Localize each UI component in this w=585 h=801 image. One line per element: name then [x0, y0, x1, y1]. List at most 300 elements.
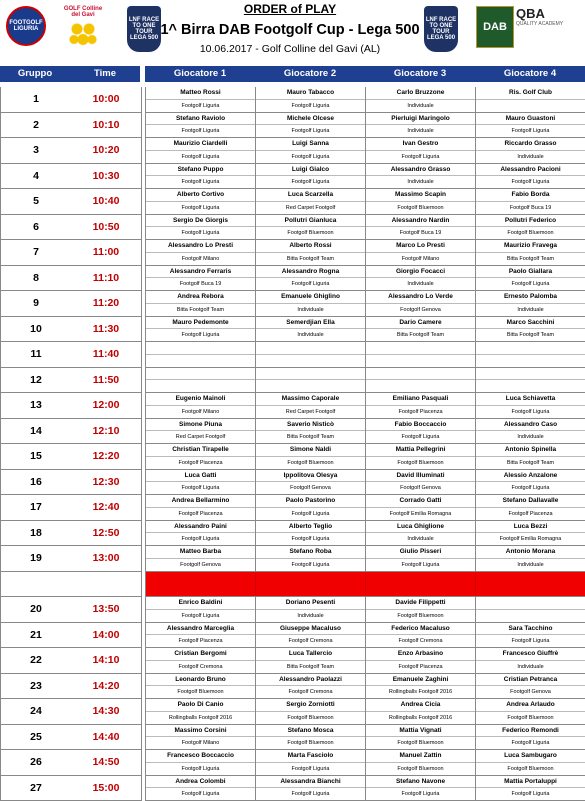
players-row	[146, 393, 585, 419]
player-cell	[366, 470, 476, 495]
player-name: Alessandro Pacioni	[476, 164, 585, 177]
group-number: 23	[1, 674, 71, 699]
player-club: Footgolf Liguria	[256, 788, 365, 800]
player-cell	[146, 470, 256, 495]
player-name: Maurizio Ciardelli	[146, 138, 255, 151]
player-club: Rollingballs Footgolf 2016	[366, 686, 475, 698]
player-name: Alberto Teglio	[256, 521, 365, 534]
lnf-logo-left: LNF RACE TO ONE TOUR LEGA 500	[127, 6, 161, 52]
player-cell	[476, 546, 585, 571]
player-cell	[366, 189, 476, 214]
players-row	[146, 597, 585, 623]
player-name: Dario Camere	[366, 317, 475, 330]
player-cell	[256, 164, 366, 189]
player-name: Sergio Zorniotti	[256, 699, 365, 712]
players-row	[146, 623, 585, 649]
group-number: 20	[1, 597, 71, 622]
player-name: Stefano Raviolo	[146, 113, 255, 126]
tee-time: 13:00	[71, 546, 141, 571]
player-name: Luca Gatti	[146, 470, 255, 483]
group-row	[1, 419, 141, 445]
group-number: 1	[1, 87, 71, 112]
order-of-play-title: ORDER of PLAY	[160, 2, 420, 16]
player-club	[476, 355, 585, 367]
player-name	[256, 572, 365, 584]
group-number: 19	[1, 546, 71, 571]
player-cell	[476, 189, 585, 214]
group-row	[1, 495, 141, 521]
player-name: Alessandro Caso	[476, 419, 585, 432]
player-cell	[476, 648, 585, 673]
player-cell	[146, 393, 256, 418]
players-row	[146, 342, 585, 368]
player-cell	[256, 648, 366, 673]
player-club: Footgolf Bluemoon	[476, 712, 585, 724]
player-cell	[256, 266, 366, 291]
player-cell	[146, 291, 256, 316]
right-table-header	[145, 66, 585, 82]
players-row	[146, 419, 585, 445]
player-cell	[256, 444, 366, 469]
player-club	[366, 380, 475, 392]
player-club	[366, 355, 475, 367]
player-club: Footgolf Liguria	[256, 508, 365, 520]
players-table	[145, 87, 585, 801]
group-number: 15	[1, 444, 71, 469]
tee-time: 11:20	[71, 291, 141, 316]
player-cell	[146, 546, 256, 571]
footgolf-liguria-logo: FOOTGOLF LIGURIA	[6, 6, 46, 46]
player-cell	[146, 113, 256, 138]
group-number: 7	[1, 240, 71, 265]
group-row	[1, 623, 141, 649]
player-club: Footgolf Bluemoon	[256, 457, 365, 469]
player-cell	[366, 113, 476, 138]
player-club: Footgolf Cremona	[366, 635, 475, 647]
date-venue: 10.06.2017 - Golf Colline del Gavi (AL)	[160, 43, 420, 55]
player-name: Stefano Dallavalle	[476, 495, 585, 508]
player-cell	[256, 750, 366, 775]
group-row	[1, 699, 141, 725]
player-name: Simone Naldi	[256, 444, 365, 457]
player-cell	[366, 597, 476, 622]
player-cell	[476, 368, 585, 393]
player-cell	[146, 597, 256, 622]
player-name: Paolo Pastorino	[256, 495, 365, 508]
player-name: David Illuminati	[366, 470, 475, 483]
player-club: Footgolf Liguria	[146, 176, 255, 188]
player-cell	[146, 368, 256, 393]
players-row	[146, 521, 585, 547]
player-cell	[366, 674, 476, 699]
player-cell	[366, 138, 476, 163]
player-cell	[146, 240, 256, 265]
player-cell	[146, 444, 256, 469]
player-cell	[476, 419, 585, 444]
player-name: Pierluigi Maringolo	[366, 113, 475, 126]
group-row	[1, 572, 141, 598]
player-cell	[146, 776, 256, 801]
golf-logo-label: GOLF Colline del Gavi	[62, 6, 104, 18]
player-club: Footgolf Liguria	[366, 788, 475, 800]
player-cell	[366, 368, 476, 393]
player-club: Footgolf Bluemoon	[366, 610, 475, 622]
player-name: Pollutri Gianluca	[256, 215, 365, 228]
player-name: Luca Bezzi	[476, 521, 585, 534]
player-name: Andrea Colombi	[146, 776, 255, 789]
player-name	[476, 597, 585, 610]
player-club	[256, 584, 365, 596]
tee-time: 12:50	[71, 521, 141, 546]
player-name: Davide Filippetti	[366, 597, 475, 610]
player-name: Riccardo Grasso	[476, 138, 585, 151]
player-cell	[476, 521, 585, 546]
player-name: Francesco Giuffrè	[476, 648, 585, 661]
player-club: Footgolf Liguria	[476, 788, 585, 800]
player-name	[366, 572, 475, 584]
tee-time: 11:30	[71, 317, 141, 342]
player-club: Individuale	[476, 431, 585, 443]
player-club: Footgolf Bluemoon	[366, 202, 475, 214]
player-name: Sara Tacchino	[476, 623, 585, 636]
player-club: Footgolf Cremona	[256, 635, 365, 647]
grapes-icon	[68, 20, 98, 50]
player-name: Michele Olcese	[256, 113, 365, 126]
player-club: Individuale	[366, 100, 475, 112]
player-cell	[256, 699, 366, 724]
cup-title: 1^ Birra DAB Footgolf Cup - Lega 500	[160, 22, 420, 38]
player-name: Marta Fasciolo	[256, 750, 365, 763]
group-number: 11	[1, 342, 71, 367]
player-cell	[146, 623, 256, 648]
players-row	[146, 368, 585, 394]
player-club: Bitta Footgolf Team	[476, 253, 585, 265]
player-name: Giorgio Focacci	[366, 266, 475, 279]
player-cell	[476, 87, 585, 112]
group-row	[1, 470, 141, 496]
player-cell	[476, 776, 585, 801]
col-giocatore-1: Giocatore 1	[145, 66, 255, 82]
player-cell	[476, 342, 585, 367]
tee-time: 15:00	[71, 776, 141, 801]
player-club	[476, 584, 585, 596]
player-cell	[146, 266, 256, 291]
player-club: Bitta Footgolf Team	[476, 329, 585, 341]
group-number: 27	[1, 776, 71, 801]
player-name: Marco Lo Presti	[366, 240, 475, 253]
players-row	[146, 113, 585, 139]
player-name: Manuel Zattin	[366, 750, 475, 763]
tee-time: 12:10	[71, 419, 141, 444]
player-cell	[256, 572, 366, 597]
dab-logo: DAB	[476, 6, 514, 48]
player-cell	[366, 572, 476, 597]
player-cell	[256, 368, 366, 393]
tee-time: 14:40	[71, 725, 141, 750]
player-name: Antonio Morana	[476, 546, 585, 559]
player-name: Fabio Boccaccio	[366, 419, 475, 432]
player-name: Stefano Mosca	[256, 725, 365, 738]
players-row	[146, 266, 585, 292]
player-club	[256, 355, 365, 367]
player-club: Footgolf Bluemoon	[256, 227, 365, 239]
group-row	[1, 317, 141, 343]
title-block	[160, 2, 420, 55]
group-row	[1, 342, 141, 368]
player-name: Andrea Cicia	[366, 699, 475, 712]
player-cell	[366, 266, 476, 291]
group-row	[1, 164, 141, 190]
player-club: Footgolf Emilia Romagna	[476, 533, 585, 545]
player-cell	[146, 164, 256, 189]
player-club: Footgolf Bluemoon	[146, 686, 255, 698]
player-club	[366, 584, 475, 596]
players-row	[146, 495, 585, 521]
col-giocatore-2: Giocatore 2	[255, 66, 365, 82]
player-cell	[146, 215, 256, 240]
player-club: Footgolf Liguria	[256, 176, 365, 188]
player-name: Paolo Di Canio	[146, 699, 255, 712]
player-cell	[476, 623, 585, 648]
player-cell	[366, 750, 476, 775]
player-name: Eugenio Mainoli	[146, 393, 255, 406]
group-row	[1, 725, 141, 751]
player-cell	[476, 597, 585, 622]
players-row	[146, 699, 585, 725]
player-club: Bitta Footgolf Team	[366, 329, 475, 341]
player-name: Simone Piuna	[146, 419, 255, 432]
players-row	[146, 189, 585, 215]
player-name: Luca Ghiglione	[366, 521, 475, 534]
player-cell	[256, 342, 366, 367]
player-club: Footgolf Genova	[476, 686, 585, 698]
player-cell	[366, 87, 476, 112]
group-row	[1, 113, 141, 139]
group-row	[1, 648, 141, 674]
players-row	[146, 648, 585, 674]
player-cell	[476, 699, 585, 724]
player-name	[366, 368, 475, 381]
group-row	[1, 546, 141, 572]
player-club: Footgolf Liguria	[256, 533, 365, 545]
player-name	[256, 342, 365, 355]
player-name: Mattia Pellegrini	[366, 444, 475, 457]
player-name: Alessandro Rogna	[256, 266, 365, 279]
player-club: Footgolf Bluemoon	[256, 737, 365, 749]
player-cell	[256, 317, 366, 342]
players-row	[146, 164, 585, 190]
group-row	[1, 674, 141, 700]
player-club: Footgolf Bluemoon	[366, 737, 475, 749]
group-number: 10	[1, 317, 71, 342]
player-name: Semerdjian Ella	[256, 317, 365, 330]
player-club: Footgolf Liguria	[146, 329, 255, 341]
player-club: Footgolf Liguria	[146, 788, 255, 800]
player-cell	[146, 317, 256, 342]
player-cell	[256, 189, 366, 214]
player-name: Saverio Nisticò	[256, 419, 365, 432]
player-club: Footgolf Buca 19	[146, 278, 255, 290]
player-cell	[146, 342, 256, 367]
player-name	[146, 572, 255, 584]
player-club: Footgolf Liguria	[256, 763, 365, 775]
group-number: 17	[1, 495, 71, 520]
player-club: Footgolf Bluemoon	[476, 227, 585, 239]
group-time-table	[0, 87, 142, 801]
player-cell	[256, 393, 366, 418]
player-cell	[256, 419, 366, 444]
player-name: Enrico Baldini	[146, 597, 255, 610]
player-cell	[366, 725, 476, 750]
player-name: Ernesto Palomba	[476, 291, 585, 304]
player-cell	[476, 317, 585, 342]
player-club: Individuale	[476, 559, 585, 571]
player-name: Mauro Pedemonte	[146, 317, 255, 330]
player-name: Ivan Gestro	[366, 138, 475, 151]
player-name: Matteo Barba	[146, 546, 255, 559]
player-club: Individuale	[256, 329, 365, 341]
player-name: Alessandro Lo Presti	[146, 240, 255, 253]
player-cell	[476, 495, 585, 520]
player-name: Antonio Spinella	[476, 444, 585, 457]
player-name	[476, 342, 585, 355]
player-club: Footgolf Piacenza	[366, 661, 475, 673]
player-club: Rollingballs Footgolf 2016	[366, 712, 475, 724]
player-cell	[146, 750, 256, 775]
player-club: Footgolf Liguria	[146, 202, 255, 214]
player-name: Andrea Bellarmino	[146, 495, 255, 508]
player-club: Footgolf Liguria	[256, 559, 365, 571]
player-club: Footgolf Liguria	[256, 125, 365, 137]
player-cell	[476, 725, 585, 750]
player-cell	[146, 572, 256, 597]
player-cell	[146, 419, 256, 444]
player-cell	[256, 240, 366, 265]
player-club: Bitta Footgolf Team	[146, 304, 255, 316]
group-number: 16	[1, 470, 71, 495]
player-name: Mauro Tabacco	[256, 87, 365, 100]
player-club: Footgolf Liguria	[476, 737, 585, 749]
player-club: Footgolf Genova	[366, 304, 475, 316]
player-cell	[366, 164, 476, 189]
lunch-break-row	[146, 572, 585, 598]
tee-time: 14:50	[71, 750, 141, 775]
player-club	[146, 380, 255, 392]
group-row	[1, 393, 141, 419]
player-cell	[366, 699, 476, 724]
player-name: Alessandro Ferraris	[146, 266, 255, 279]
tee-time: 11:50	[71, 368, 141, 393]
tee-time: 13:50	[71, 597, 141, 622]
left-table-header	[0, 66, 140, 82]
group-number: 12	[1, 368, 71, 393]
player-name: Andrea Rebora	[146, 291, 255, 304]
player-name: Stefano Navone	[366, 776, 475, 789]
players-row	[146, 291, 585, 317]
tee-time: 10:50	[71, 215, 141, 240]
player-cell	[476, 470, 585, 495]
player-name: Alberto Rossi	[256, 240, 365, 253]
player-name: Alessandro Paolazzi	[256, 674, 365, 687]
player-name: Massimo Caporale	[256, 393, 365, 406]
player-club: Footgolf Liguria	[146, 533, 255, 545]
players-row	[146, 725, 585, 751]
player-club: Bitta Footgolf Team	[256, 661, 365, 673]
player-name: Emanuele Ghiglino	[256, 291, 365, 304]
players-row	[146, 240, 585, 266]
player-club: Footgolf Liguria	[146, 763, 255, 775]
player-club: Footgolf Milano	[366, 253, 475, 265]
group-number: 5	[1, 189, 71, 214]
player-name: Doriano Pesenti	[256, 597, 365, 610]
player-club	[146, 584, 255, 596]
player-cell	[146, 648, 256, 673]
player-cell	[476, 215, 585, 240]
tee-time	[71, 572, 141, 597]
player-cell	[256, 546, 366, 571]
player-name: Alessandro Marceglia	[146, 623, 255, 636]
player-club: Red Carpet Footgolf	[256, 202, 365, 214]
group-number: 14	[1, 419, 71, 444]
player-name: Federico Remondi	[476, 725, 585, 738]
player-name: Fabio Borda	[476, 189, 585, 202]
player-club: Footgolf Liguria	[476, 635, 585, 647]
player-cell	[476, 291, 585, 316]
player-name: Luigi Gialco	[256, 164, 365, 177]
player-club: Individuale	[366, 176, 475, 188]
player-club: Footgolf Liguria	[476, 482, 585, 494]
tee-time: 12:20	[71, 444, 141, 469]
player-cell	[256, 291, 366, 316]
player-cell	[146, 189, 256, 214]
player-cell	[366, 444, 476, 469]
player-name: Emiliano Pasquali	[366, 393, 475, 406]
player-name: Christian Tirapelle	[146, 444, 255, 457]
player-club: Individuale	[256, 610, 365, 622]
tee-time: 12:40	[71, 495, 141, 520]
player-name: Francesco Boccaccio	[146, 750, 255, 763]
group-row	[1, 215, 141, 241]
group-number: 8	[1, 266, 71, 291]
player-club: Footgolf Genova	[366, 482, 475, 494]
player-cell	[366, 291, 476, 316]
player-club: Footgolf Milano	[146, 737, 255, 749]
player-cell	[256, 495, 366, 520]
tee-time: 14:30	[71, 699, 141, 724]
qba-logo-sub: QUALITY ACADEMY	[516, 21, 582, 27]
player-cell	[256, 215, 366, 240]
player-club: Individuale	[256, 304, 365, 316]
player-club: Footgolf Milano	[146, 406, 255, 418]
player-club: Footgolf Piacenza	[476, 508, 585, 520]
player-cell	[476, 572, 585, 597]
player-cell	[476, 266, 585, 291]
player-club: Individuale	[476, 151, 585, 163]
player-cell	[366, 393, 476, 418]
player-name: Marco Sacchini	[476, 317, 585, 330]
player-name: Alberto Cortivo	[146, 189, 255, 202]
player-name: Luca Tallercio	[256, 648, 365, 661]
player-name	[256, 368, 365, 381]
player-club: Individuale	[476, 661, 585, 673]
tee-time: 10:30	[71, 164, 141, 189]
player-cell	[366, 623, 476, 648]
player-cell	[146, 495, 256, 520]
player-name: Pollutri Federico	[476, 215, 585, 228]
player-club	[476, 380, 585, 392]
player-name: Alessandro Nardin	[366, 215, 475, 228]
tee-time: 10:10	[71, 113, 141, 138]
